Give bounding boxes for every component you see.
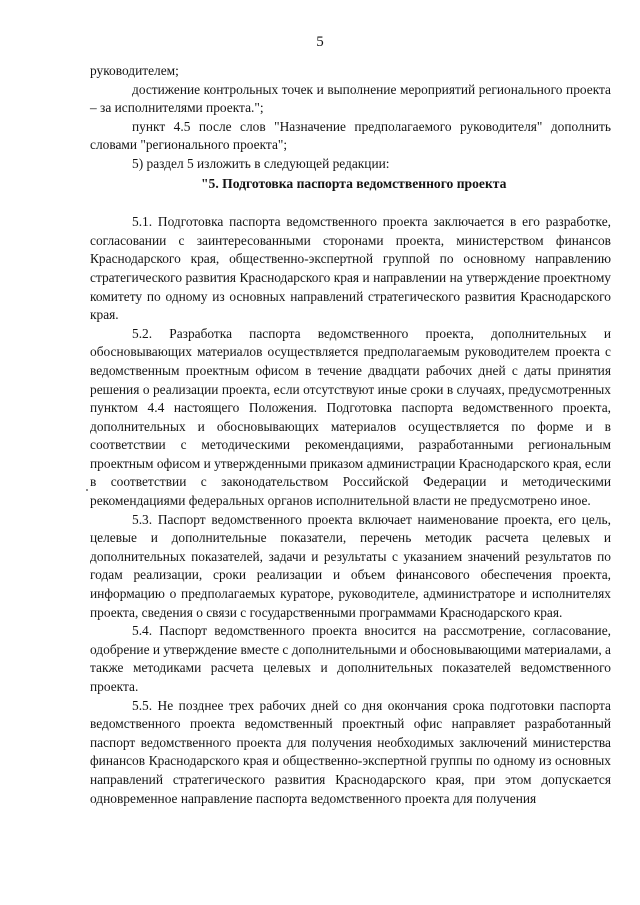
scan-artifact-dot	[86, 489, 88, 491]
text-paragraph: 5) раздел 5 изложить в следующей редакции:	[132, 155, 390, 171]
text-paragraph: 5.2. Разработка паспорта ведомственного проекта, дополнительных и обосновывающих материалов осуществляется предполагаемым руководителем проекта с ведомственным проектным офисом в течение двадцати рабочих дней с даты принятия решения о реализации проекта, если отсутствуют иные сроки в случаях, предусмотренных пунктом 4.4 настоящего Положения. Подготовка паспорта ведомственного проекта, дополнительных и обосновывающих материалов осуществляется по форме и в соответствии с методическими рекомендациями, разработанными региональным проектным офисом и утвержденными приказом администрации Краснодарского края, если в соответствии с законодательством Российской Федерации и методическими рекомендациями федеральных органов исполнительной власти не предусмотрено иное.	[90, 325, 611, 509]
text-paragraph: достижение контрольных точек и выполнение мероприятий регионального проекта – за исполнителями проекта.";	[90, 81, 611, 116]
text-paragraph: 5.4. Паспорт ведомственного проекта вносится на рассмотрение, согласование, одобрение и утверждение вместе с дополнительными и обосновывающими материалами, а также методиками расчета целевых и дополнительных показателей ведомственного проекта.	[90, 623, 611, 694]
text-paragraph: 5.3. Паспорт ведомственного проекта включает наименование проекта, его цель, целевые и дополнительные показатели, перечень методик расчета целевых и дополнительных показателей, задачи и результаты с указанием значений результатов по годам реализации, сроки реализации и объем финансового обеспечения проекта, информацию о предполагаемых кураторе, руководителе, администраторе и исполнителях проекта, сведения о связи с государственными программами Краснодарского края.	[90, 511, 611, 620]
text-paragraph: 5.5. Не позднее трех рабочих дней со дня окончания срока подготовки паспорта ведомственного проекта ведомственный проектный офис направляет разработанный паспорт ведомственного проекта для получения необходимых заключений министерства финансов Краснодарского края и общественно-экспертной группы по одному из основных направлений стратегического развития Краснодарского края, при этом допускается одновременное направление паспорта ведомственного проекта для получения	[90, 697, 611, 806]
text-paragraph: руководителем;	[90, 63, 179, 78]
section-title: "5. Подготовка паспорта ведомственного проекта	[201, 175, 507, 191]
document-body	[90, 62, 611, 808]
page-number: 5	[316, 34, 324, 50]
text-paragraph: 5.1. Подготовка паспорта ведомственного проекта заключается в его разработке, согласовании с заинтересованными сторонами проекта, министерством финансов Краснодарского края, общественно-экспертной группой по основному направлению стратегического развития Краснодарского края и направлении на утверждение проектному комитету по одному из основных направлений стратегического развития Краснодарского края.	[90, 214, 611, 323]
text-paragraph: пункт 4.5 после слов "Назначение предполагаемого руководителя" дополнить словами "регионального проекта";	[90, 118, 611, 153]
